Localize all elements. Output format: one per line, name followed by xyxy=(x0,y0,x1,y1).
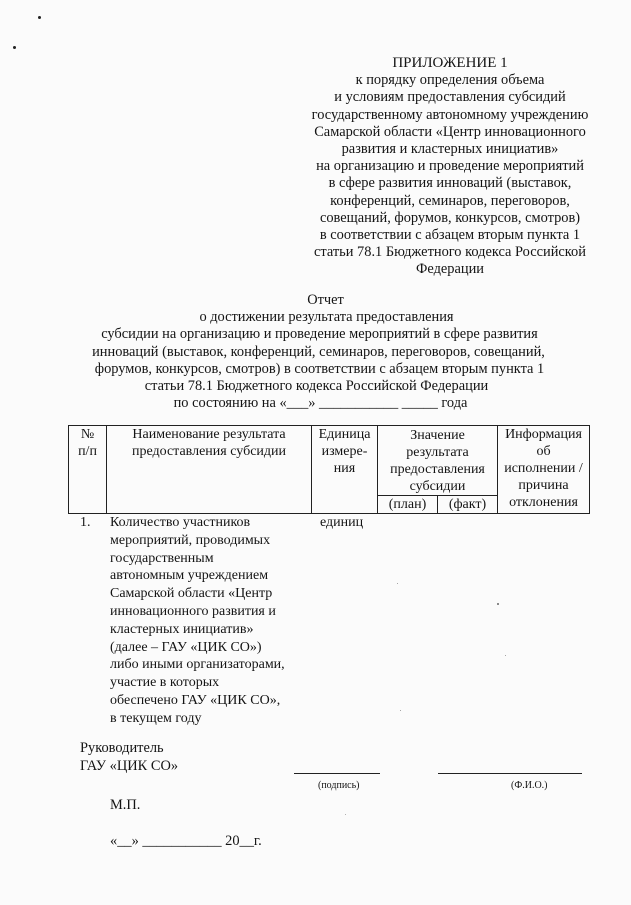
appendix-line: государственному автономному учреждению xyxy=(311,106,589,123)
row-number: 1. xyxy=(80,515,91,530)
appendix-line: ПРИЛОЖЕНИЕ 1 xyxy=(392,55,508,71)
appendix-line: к порядку определения объема xyxy=(355,72,545,89)
col-header-name: Наименование результата предоставления субсидии xyxy=(107,426,312,514)
col-header-value: Значение результата предоставления субсидии (план) (факт) xyxy=(378,426,498,514)
fio-caption: (Ф.И.О.) xyxy=(511,780,548,791)
col-header-fact: (факт) xyxy=(437,496,497,513)
scan-speck xyxy=(13,46,16,49)
appendix-line: совещаний, форумов, конкурсов, смотров) xyxy=(319,209,581,226)
scan-speck xyxy=(345,814,346,815)
appendix-line: конференций, семинаров, переговоров, xyxy=(330,192,570,209)
col-header-number: № п/п xyxy=(69,426,107,514)
report-title-line: субсидии на организацию и проведение мероприятий в сфере развития xyxy=(101,326,538,343)
scan-speck xyxy=(400,710,401,711)
appendix-line: Самарской области «Центр инновационного xyxy=(314,123,586,140)
appendix-line: и условиям предоставления субсидий xyxy=(334,89,566,106)
col-header-unit: Единица измере- ния xyxy=(312,426,378,514)
report-table xyxy=(68,425,590,514)
stamp-place: М.П. xyxy=(110,797,141,813)
report-title-line: статьи 78.1 Бюджетного кодекса Российской Федерации xyxy=(144,378,489,395)
appendix-line: Федерации xyxy=(416,261,484,278)
report-title-line: о достижении результата предоставления xyxy=(199,309,454,326)
report-title xyxy=(0,292,631,412)
appendix-line: статьи 78.1 Бюджетного кодекса Российской xyxy=(314,244,586,261)
signature-line xyxy=(294,773,380,774)
appendix-line: в сфере развития инноваций (выставок, xyxy=(328,175,572,192)
scan-speck xyxy=(497,603,499,605)
col-header-info: Информация об исполнении / причина отклонения xyxy=(498,426,590,514)
appendix-line: на организацию и проведение мероприятий xyxy=(316,158,584,175)
scan-speck xyxy=(38,16,41,19)
col-header-plan: (план) xyxy=(388,497,427,512)
report-heading: Отчет xyxy=(307,292,344,308)
scan-speck xyxy=(505,655,506,656)
appendix-line: в соответствии с абзацем вторым пункта 1 xyxy=(319,227,581,244)
fio-line xyxy=(438,773,582,774)
signature-caption: (подпись) xyxy=(318,780,360,791)
date-field: «__» ___________ 20__г. xyxy=(110,833,262,849)
appendix-line: развития и кластерных инициатив» xyxy=(341,141,559,158)
appendix-header xyxy=(290,55,610,279)
report-title-line: инноваций (выставок, конференций, семинаров, переговоров, совещаний, xyxy=(92,343,545,360)
signatory-title: Руководитель ГАУ «ЦИК СО» xyxy=(80,740,179,774)
row-result-name: Количество участников мероприятий, проводимых государственным автономным учреждением Самарской области «Центр инновационного развития и кластерных инициатив» (далее – ГАУ «ЦИК СО») либо иными организаторами, участие в которых обеспечено ГАУ «ЦИК СО», в текущем году xyxy=(110,515,285,726)
report-title-line: форумов, конкурсов, смотров) в соответствии с абзацем вторым пункта 1 xyxy=(94,360,545,377)
report-date-line: по состоянию на «___» ___________ _____ года xyxy=(173,395,468,412)
row-unit: единиц xyxy=(320,515,364,530)
scan-speck xyxy=(397,583,398,584)
